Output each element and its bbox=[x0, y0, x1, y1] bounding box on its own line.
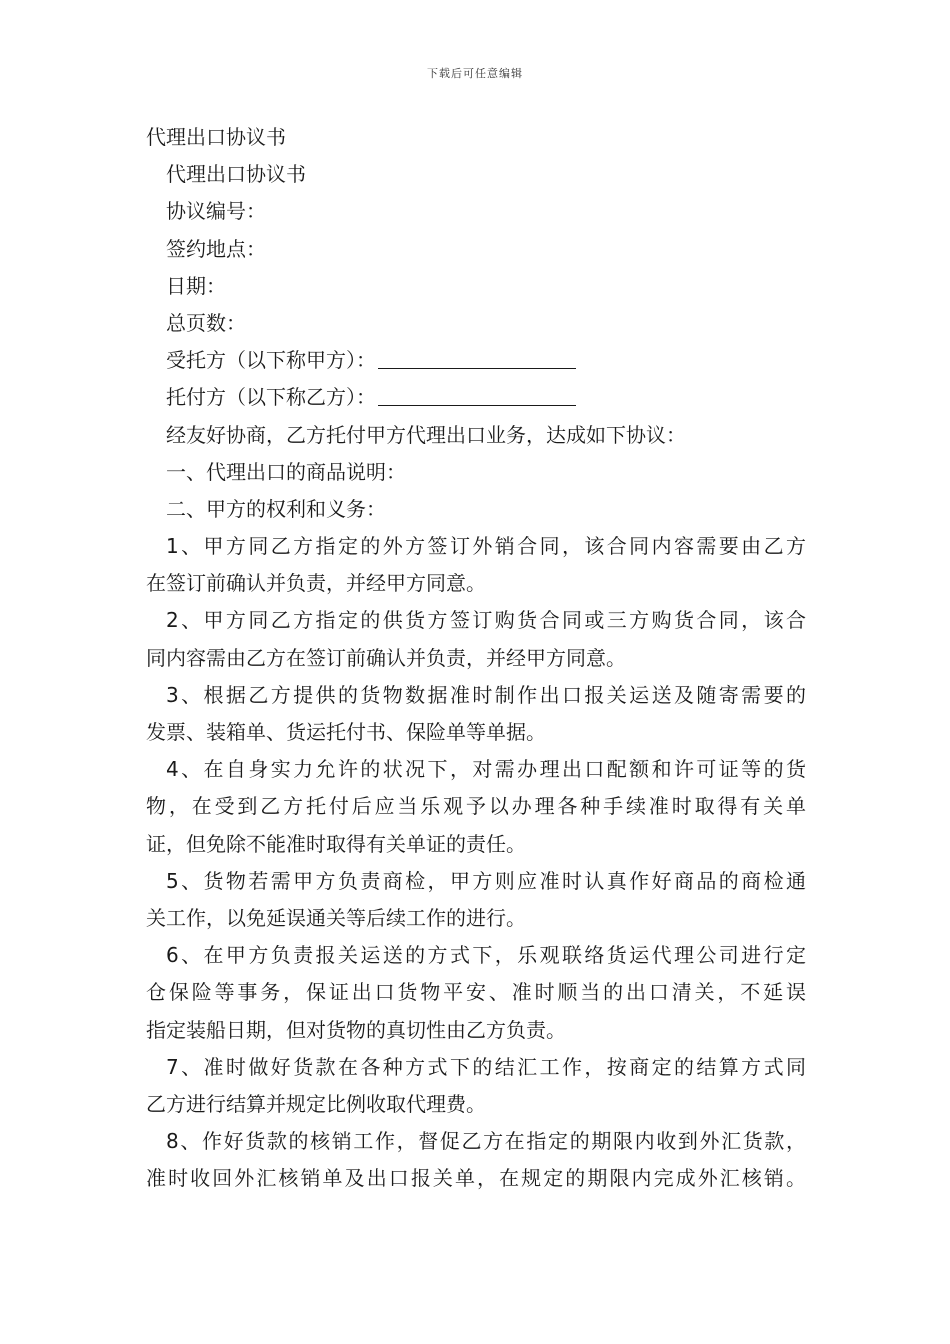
party-b-row bbox=[146, 379, 806, 416]
document-subtitle: 代理出口协议书 bbox=[166, 162, 306, 187]
party-b-blank-line bbox=[378, 385, 576, 406]
party-a-label: 受托方（以下称甲方）： bbox=[166, 348, 376, 373]
party-a-row bbox=[146, 342, 806, 379]
document-title: 代理出口协议书 bbox=[146, 125, 286, 149]
section-heading-1: 一、代理出口的商品说明： bbox=[166, 459, 406, 484]
party-a-blank-line bbox=[378, 348, 576, 369]
field-date: 日期： bbox=[166, 273, 226, 298]
clause-4-line-1: 4、在自身实力允许的状况下，对需办理出口配额和许可证等的货 bbox=[166, 757, 806, 782]
clause-7-line-1: 7、准时做好货款在各种方式下的结汇工作，按商定的结算方式同 bbox=[166, 1054, 806, 1079]
clause-8-line-2: 准时收回外汇核销单及出口报关单，在规定的期限内完成外汇核销。 bbox=[146, 1166, 806, 1191]
clause-3-line-1: 3、根据乙方提供的货物数据准时制作出口报关运送及随寄需要的 bbox=[166, 682, 806, 707]
clause-6-line-2: 仓保险等事务，保证出口货物平安、准时顺当的出口清关，不延误 bbox=[146, 980, 806, 1005]
clause-7-line-2: 乙方进行结算并规定比例收取代理费。 bbox=[146, 1091, 486, 1116]
field-signing-place: 签约地点： bbox=[166, 236, 266, 261]
clause-4-line-3: 证，但免除不能准时取得有关单证的责任。 bbox=[146, 831, 526, 856]
clause-1-line-2: 在签订前确认并负责，并经甲方同意。 bbox=[146, 571, 486, 596]
clause-2-line-1: 2、甲方同乙方指定的供货方签订购货合同或三方购货合同，该合 bbox=[166, 608, 806, 633]
clause-1-line-1: 1、甲方同乙方指定的外方签订外销合同，该合同内容需要由乙方 bbox=[166, 534, 806, 559]
field-total-pages: 总页数： bbox=[166, 310, 246, 335]
clause-4-line-2: 物，在受到乙方托付后应当乐观予以办理各种手续准时取得有关单 bbox=[146, 794, 806, 819]
clause-3-line-2: 发票、装箱单、货运托付书、保险单等单据。 bbox=[146, 720, 546, 744]
page-header: 下载后可任意编辑 bbox=[427, 67, 523, 80]
clause-5-line-1: 5、货物若需甲方负责商检，甲方则应准时认真作好商品的商检通 bbox=[166, 868, 806, 893]
field-agreement-number: 协议编号： bbox=[166, 199, 266, 224]
clause-6-line-1: 6、在甲方负责报关运送的方式下，乐观联络货运代理公司进行定 bbox=[166, 943, 806, 968]
intro-paragraph: 经友好协商，乙方托付甲方代理出口业务，达成如下协议： bbox=[166, 422, 686, 447]
section-heading-2: 二、甲方的权利和义务： bbox=[166, 496, 386, 521]
party-b-label: 托付方（以下称乙方）： bbox=[166, 385, 376, 410]
document-body bbox=[146, 119, 806, 1197]
clause-5-line-2: 关工作，以免延误通关等后续工作的进行。 bbox=[146, 905, 526, 930]
clause-2-line-2: 同内容需由乙方在签订前确认并负责，并经甲方同意。 bbox=[146, 645, 626, 670]
clause-8-line-1: 8、作好货款的核销工作，督促乙方在指定的期限内收到外汇货款， bbox=[166, 1129, 806, 1154]
clause-6-line-3: 指定装船日期，但对货物的真切性由乙方负责。 bbox=[146, 1017, 566, 1042]
